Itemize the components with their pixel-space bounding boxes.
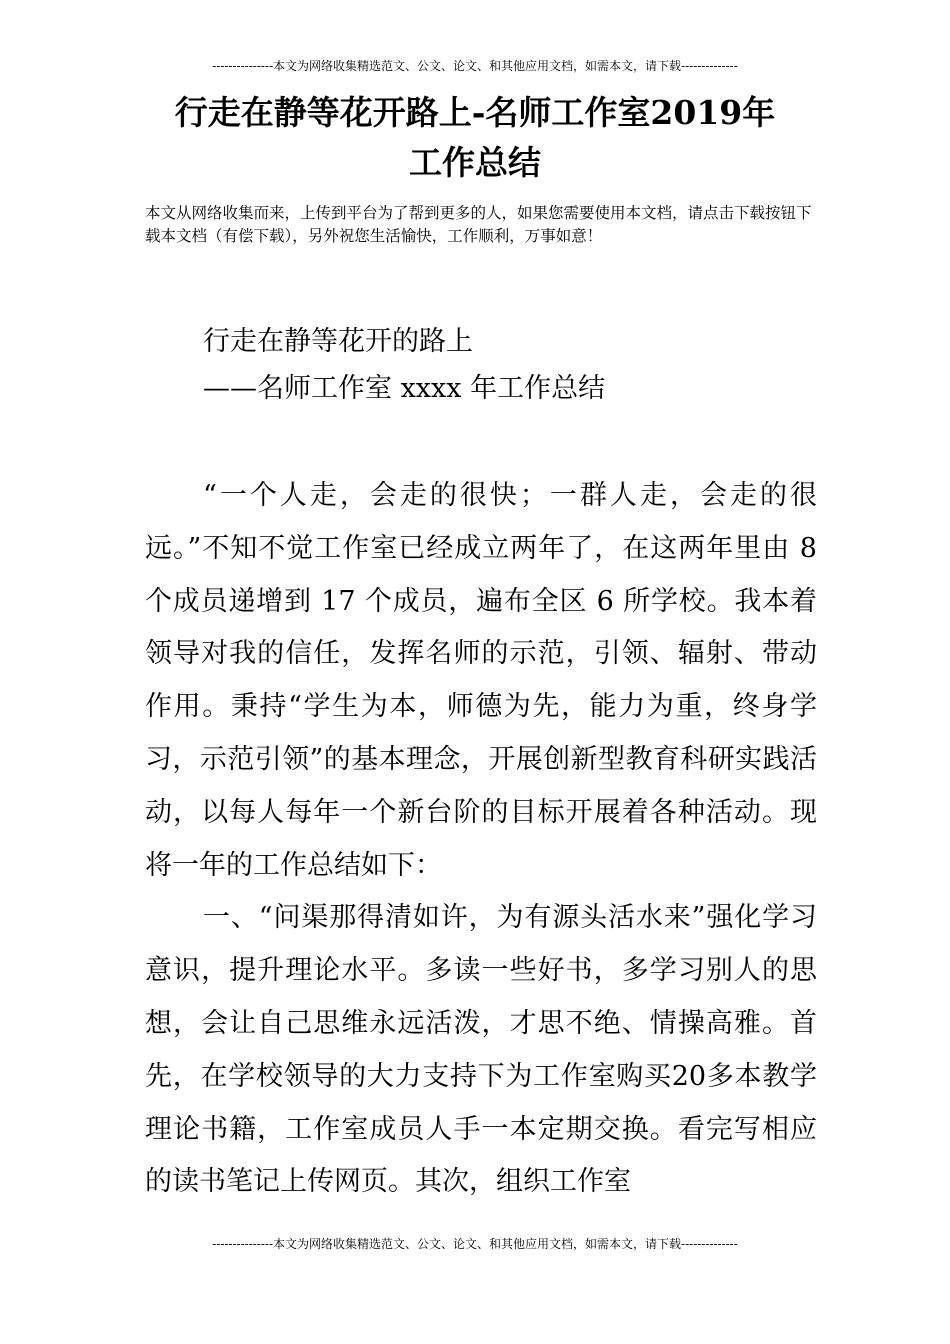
body-paragraph-2: 一、“问渠那得清如许，为有源头活水来”强化学习意识，提升理论水平。多读一些好书，多学习别人的思想，会让自己思维永远活泼，才思不绝、情操高雅。首先，在学校领导的大力支持下为工作室购买20多本教学理论书籍，工作室成员人手一本定期交换。看完写相应的读书笔记上传网页。其次，组织工作室 [145, 902, 817, 1198]
footer-notice: ---------------本文为网络收集精选范文、公文、论文、和其他应用文档，如需本文，请下载-------------- [212, 1237, 738, 1251]
document-title [100, 88, 850, 188]
title-line-2: 工作总结 [409, 143, 541, 182]
intro-notice: 本文从网络收集而来，上传到平台为了帮到更多的人，如果您需要使用本文档，请点击下载按钮下载本文档（有偿下载），另外祝您生活愉快，工作顺利，万事如意！ [145, 204, 812, 245]
header-notice: ---------------本文为网络收集精选范文、公文、论文、和其他应用文档，如需本文，请下载-------------- [212, 59, 738, 73]
body-text [145, 470, 817, 1209]
body-paragraph-1: “一个人走，会走的很快；一群人走，会走的很远。”不知不觉工作室已经成立两年了，在这两年里由 8 个成员递增到 17 个成员，遍布全区 6 所学校。我本着领导对我的信任，发挥名师的示范，引领、辐射、带动作用。秉持“学生为本，师德为先，能力为重，终身学习，示范引领”的基本理念，开展创新型教育科研实践活动，以每人每年一个新台阶的目标开展着各种活动。现将一年的工作总结如下： [145, 480, 817, 881]
title-line-1: 行走在静等花开路上-名师工作室2019年 [174, 93, 776, 132]
subtitle-main: 行走在静等花开的路上 [203, 326, 473, 357]
subtitle-secondary: ——名师工作室 xxxx 年工作总结 [203, 373, 606, 404]
